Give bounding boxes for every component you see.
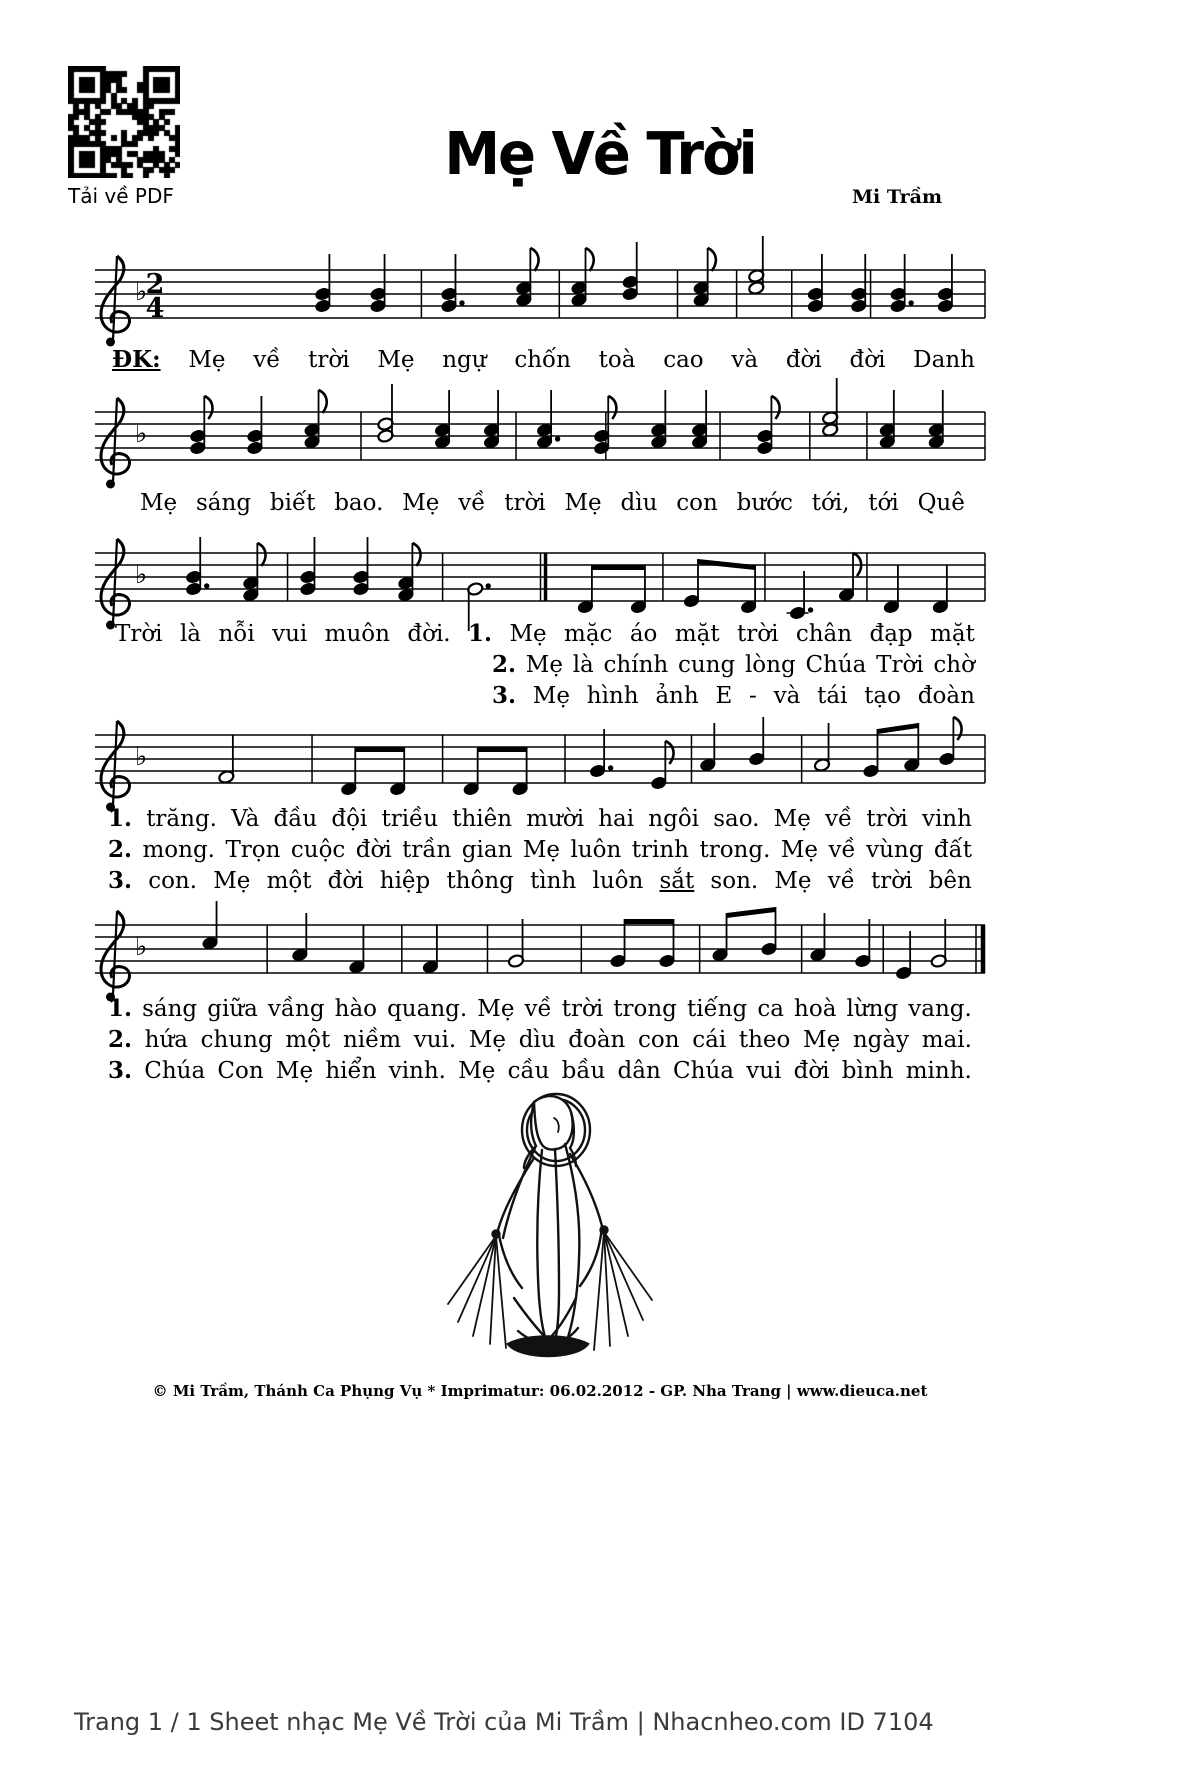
lyric-word: thiên bbox=[452, 806, 513, 832]
lyric-word: trinh bbox=[631, 837, 689, 863]
lyric-word: cái bbox=[692, 1027, 727, 1053]
lyric-word: về bbox=[458, 490, 486, 516]
lyric-word: đầu bbox=[273, 806, 318, 832]
lyric-word: Mẹ bbox=[509, 621, 547, 647]
lyric-word: Mẹ bbox=[213, 868, 251, 894]
lyric-word: chân bbox=[795, 621, 853, 647]
lyric-word: Và bbox=[231, 806, 260, 832]
lyric-word: đời bbox=[793, 1058, 830, 1084]
lyric-word: Danh bbox=[913, 347, 975, 373]
lyric-word: Mẹ bbox=[803, 1027, 841, 1053]
lyric-word: vui bbox=[272, 621, 308, 647]
lyric-word: Quê bbox=[917, 490, 965, 516]
lyric-word: sáng bbox=[196, 490, 252, 516]
flat-sign: ♭ bbox=[135, 932, 148, 962]
lyric-word: về bbox=[827, 868, 855, 894]
footer-text: Trang 1 / 1 Sheet nhạc Mẹ Về Trời của Mi Trầm | Nhacnheo.com ID 7104 bbox=[74, 1708, 934, 1736]
lyric-word: niềm bbox=[342, 1027, 402, 1053]
lyric-word: 2. bbox=[492, 651, 517, 678]
lyric-word: 2. bbox=[108, 1026, 133, 1053]
lyric-word: hứa bbox=[144, 1027, 189, 1053]
lyric-word: ca bbox=[757, 996, 784, 1022]
lyric-word: trời bbox=[504, 490, 546, 516]
lyric-word: bao. bbox=[334, 490, 384, 516]
lyric-word: bầu bbox=[561, 1058, 606, 1084]
time-signature: 2 bbox=[145, 269, 165, 300]
lyric-word: 1. bbox=[468, 620, 493, 647]
lyric-word: Mẹ bbox=[774, 868, 812, 894]
lyrics-row-6 bbox=[108, 805, 972, 833]
lyric-word: quang. bbox=[387, 996, 468, 1022]
lyric-word: biết bbox=[269, 490, 316, 516]
copyright-line: © Mi Trầm, Thánh Ca Phụng Vụ * Imprimatur: 06.02.2012 - GP. Nha Trang | www.dieuca.net bbox=[152, 1382, 928, 1400]
lyric-word: tới bbox=[868, 490, 899, 516]
lyric-word: - bbox=[749, 683, 757, 709]
download-pdf-link[interactable]: Tải về PDF bbox=[68, 184, 174, 208]
page-title: Mẹ Về Trời bbox=[444, 119, 756, 189]
lyric-word: hoà bbox=[794, 996, 837, 1022]
lyric-word: trăng. bbox=[146, 806, 217, 832]
lyric-word: vang. bbox=[908, 996, 972, 1022]
lyric-word: là bbox=[572, 652, 594, 678]
lyrics-row-10 bbox=[108, 1026, 972, 1054]
lyric-word: mười bbox=[526, 806, 585, 832]
lyric-word: nỗi bbox=[218, 621, 255, 647]
lyric-word: Mẹ bbox=[532, 683, 570, 709]
lyric-word: con bbox=[676, 490, 718, 516]
lyric-word: Mẹ bbox=[773, 806, 811, 832]
lyric-word: đất bbox=[933, 837, 972, 863]
lyric-word: 3. bbox=[108, 1057, 133, 1084]
lyric-word: đạp bbox=[869, 621, 913, 647]
lyric-word: về bbox=[825, 806, 853, 832]
lyric-word: đoàn bbox=[568, 1027, 626, 1053]
lyric-word: son. bbox=[710, 868, 759, 894]
lyric-word: Mẹ bbox=[780, 837, 819, 863]
lyric-word: đời bbox=[785, 347, 822, 373]
lyric-word: ĐK: bbox=[112, 346, 161, 373]
lyric-word: tiếng bbox=[686, 996, 748, 1022]
lyric-word: gian bbox=[461, 837, 513, 863]
lyric-word: vinh. bbox=[388, 1058, 446, 1084]
lyric-word: thông bbox=[446, 868, 514, 894]
lyric-word: hào bbox=[334, 996, 377, 1022]
lyric-word: một bbox=[285, 1027, 331, 1053]
lyric-word: Mẹ bbox=[275, 1058, 314, 1084]
lyric-word: luôn bbox=[592, 868, 644, 894]
lyric-word: luôn bbox=[570, 837, 622, 863]
lyric-word: đội bbox=[331, 806, 368, 832]
lyric-word: Trọn bbox=[225, 837, 281, 863]
lyric-word: Mẹ bbox=[458, 1058, 496, 1084]
lyric-word: ngự bbox=[442, 347, 487, 373]
lyric-word: giữa bbox=[207, 996, 258, 1022]
lyric-word: ảnh bbox=[655, 683, 699, 709]
lyric-word: sáng bbox=[142, 996, 198, 1022]
lyrics-row-8 bbox=[108, 867, 972, 895]
lyric-word: vui. bbox=[413, 1027, 457, 1053]
lyric-word: là bbox=[179, 621, 202, 647]
lyric-word: tới, bbox=[811, 490, 850, 516]
virgin-mary-image bbox=[428, 1088, 668, 1378]
lyrics-row-4 bbox=[492, 651, 975, 679]
lyric-word: vùng bbox=[866, 837, 924, 863]
lyric-word: trần bbox=[402, 837, 452, 863]
lyric-word: trời bbox=[871, 868, 913, 894]
lyric-word: 2. bbox=[108, 836, 133, 863]
lyric-word: bên bbox=[928, 868, 972, 894]
lyric-word: đời bbox=[849, 347, 886, 373]
lyric-word: hình bbox=[586, 683, 639, 709]
lyric-word: toà bbox=[598, 347, 636, 373]
lyric-word: Mẹ bbox=[525, 652, 563, 678]
lyric-word: bình bbox=[841, 1058, 894, 1084]
lyric-word: dìu bbox=[620, 490, 658, 516]
lyric-word: Chúa bbox=[144, 1058, 206, 1084]
lyric-word: chốn bbox=[514, 347, 571, 373]
lyric-word: áo bbox=[629, 621, 658, 647]
lyric-word: hiệp bbox=[379, 868, 431, 894]
lyric-word: cuộc bbox=[290, 837, 346, 863]
lyric-word: đời bbox=[355, 837, 392, 863]
lyric-word: Chúa bbox=[673, 1058, 734, 1084]
lyric-word: mặt bbox=[674, 621, 720, 647]
lyric-word: về bbox=[828, 837, 856, 863]
lyric-word: dân bbox=[617, 1058, 661, 1084]
lyric-word: theo bbox=[738, 1027, 791, 1053]
lyric-word: mặt bbox=[930, 621, 975, 647]
lyric-word: trời bbox=[561, 996, 604, 1022]
lyric-word: Mẹ bbox=[468, 1027, 507, 1053]
lyric-word: Mẹ bbox=[402, 490, 440, 516]
flat-sign: ♭ bbox=[135, 419, 148, 449]
lyric-word: chung bbox=[200, 1027, 273, 1053]
lyric-word: lòng bbox=[744, 652, 796, 678]
lyric-word: 3. bbox=[492, 682, 517, 709]
lyric-word: tạo bbox=[864, 683, 901, 709]
lyric-word: tình bbox=[530, 868, 577, 894]
lyrics-row-11 bbox=[108, 1057, 972, 1085]
lyric-word: về bbox=[253, 347, 281, 373]
lyric-word: dìu bbox=[518, 1027, 556, 1053]
lyric-word: 3. bbox=[108, 867, 133, 894]
lyric-word: cầu bbox=[507, 1058, 550, 1084]
lyric-word: Con bbox=[217, 1058, 264, 1084]
lyric-word: con bbox=[638, 1027, 680, 1053]
lyric-word: và bbox=[731, 347, 759, 373]
lyric-word: chính bbox=[603, 652, 669, 678]
lyric-word: cung bbox=[677, 652, 736, 678]
lyric-word: trời bbox=[308, 347, 350, 373]
lyric-word: Chúa bbox=[805, 652, 867, 678]
lyric-word: 1. bbox=[108, 805, 133, 832]
lyric-word: hiển bbox=[325, 1058, 377, 1084]
flat-sign: ♭ bbox=[135, 560, 148, 590]
lyric-word: đoàn bbox=[917, 683, 975, 709]
lyrics-row-7 bbox=[108, 836, 972, 864]
lyric-word: Mẹ bbox=[377, 347, 415, 373]
lyric-word: đời bbox=[327, 868, 364, 894]
lyric-word: mai. bbox=[921, 1027, 972, 1053]
lyric-word: tái bbox=[817, 683, 848, 709]
lyric-word: Trời bbox=[115, 621, 163, 647]
lyric-word: chờ bbox=[933, 652, 975, 678]
lyrics-row-3 bbox=[115, 620, 975, 648]
lyric-word: đời. bbox=[407, 621, 451, 647]
lyrics-row-9 bbox=[108, 995, 972, 1023]
lyric-word: cao bbox=[663, 347, 704, 373]
lyric-word: Mẹ bbox=[477, 996, 515, 1022]
lyric-word: trời bbox=[866, 806, 908, 832]
lyric-word: minh. bbox=[905, 1058, 972, 1084]
lyric-word: một bbox=[266, 868, 312, 894]
lyric-word: về bbox=[524, 996, 552, 1022]
lyric-word: sao. bbox=[713, 806, 760, 832]
lyric-word: ngôi bbox=[648, 806, 700, 832]
lyrics-row-2 bbox=[140, 489, 965, 517]
lyric-word: và bbox=[773, 683, 801, 709]
lyric-word: 1. bbox=[108, 995, 133, 1022]
lyrics-row-5 bbox=[492, 682, 975, 710]
lyric-word: Mẹ bbox=[564, 490, 602, 516]
lyric-word: mặc bbox=[564, 621, 613, 647]
lyric-word: lừng bbox=[846, 996, 899, 1022]
lyric-word: bước bbox=[736, 490, 793, 516]
flat-sign: ♭ bbox=[135, 742, 148, 772]
flat-sign: ♭ bbox=[135, 277, 148, 307]
lyric-word: triều bbox=[381, 806, 439, 832]
lyric-word: Mẹ bbox=[522, 837, 561, 863]
lyric-word: ngày bbox=[852, 1027, 910, 1053]
lyric-word: muôn bbox=[324, 621, 390, 647]
lyric-word: mong. bbox=[142, 837, 215, 863]
svg-text:4: 4 bbox=[145, 293, 165, 324]
lyric-word: vui bbox=[746, 1058, 782, 1084]
lyric-word: Mẹ bbox=[188, 347, 226, 373]
lyric-word: trời bbox=[736, 621, 779, 647]
lyric-word: trong bbox=[613, 996, 677, 1022]
composer-name: Mi Trầm bbox=[852, 186, 943, 208]
lyric-word: con. bbox=[148, 868, 198, 894]
lyric-word: sắt bbox=[659, 868, 695, 894]
lyric-word: vinh bbox=[921, 806, 972, 832]
lyric-word: Trời bbox=[876, 652, 924, 678]
lyric-word: vầng bbox=[267, 996, 325, 1022]
lyric-word: E bbox=[715, 683, 733, 709]
lyrics-row-1 bbox=[112, 346, 975, 374]
lyric-word: Mẹ bbox=[140, 490, 178, 516]
lyric-word: hai bbox=[598, 806, 635, 832]
lyric-word: trong. bbox=[699, 837, 771, 863]
